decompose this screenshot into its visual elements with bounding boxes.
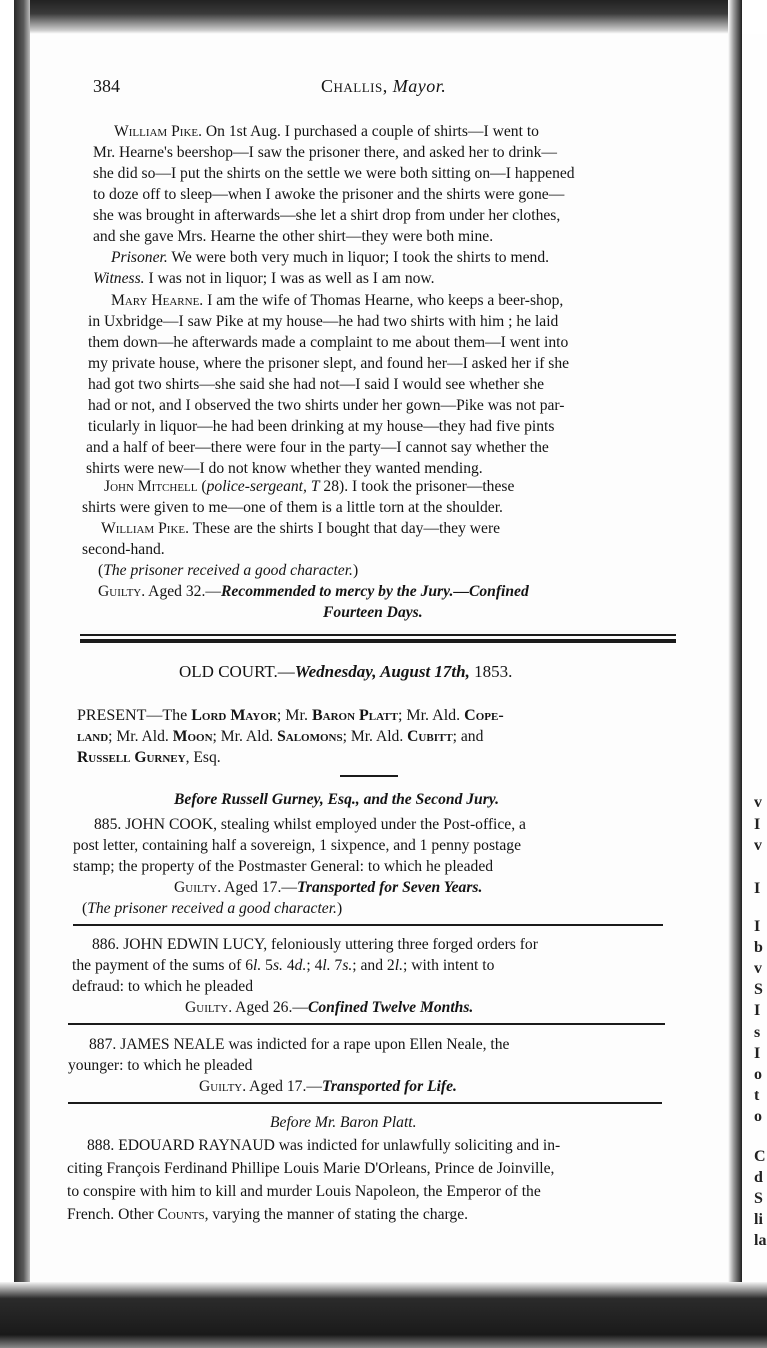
margin-letter: S [754, 981, 763, 998]
before-line: Before Russell Gurney, Esq., and the Second Jury. [174, 791, 500, 808]
next-page-strip [742, 34, 767, 1282]
speaker-name: Mary Hearne. [111, 292, 204, 309]
case-887-line: 887. JAMES NEALE was indicted for a rape upon Ellen Neale, the [89, 1036, 510, 1053]
testimony-line: Prisoner. We were both very much in liquor; I took the shirts to mend. [111, 249, 550, 266]
margin-letter: s [754, 1024, 761, 1041]
margin-letter: o [754, 1066, 762, 1083]
margin-letter: I [754, 1045, 761, 1062]
present-line: Russell Gurney, Esq. [77, 749, 221, 766]
case-885-line: 885. JOHN COOK, stealing whilst employed under the Post-office, a [94, 816, 526, 833]
testimony-line: had or not, and I observed the two shirts under her gown—Pike was not par- [88, 397, 565, 414]
margin-letter: v [754, 794, 762, 811]
margin-letter: C [754, 1148, 766, 1165]
margin-letter: S [754, 1190, 763, 1207]
character-note: (The prisoner received a good character.) [82, 900, 343, 917]
scan-top-edge [14, 0, 734, 34]
page-gutter [728, 0, 742, 1300]
margin-letter: t [754, 1087, 760, 1104]
page-number: 384 [93, 76, 120, 96]
testimony-line: ticularly in liquor—he had been drinking at my house—they had five pints [88, 418, 555, 435]
scan-left-edge [14, 0, 30, 1300]
testimony-line: John Mitchell (police-sergeant, T 28). I took the prisoner—these [104, 478, 515, 495]
margin-letter: v [754, 960, 762, 977]
case-divider [73, 924, 663, 926]
testimony-line: shirts were new—I do not know whether they wanted mending. [86, 460, 483, 477]
short-rule [340, 775, 398, 777]
running-head: Challis, Mayor. [321, 76, 447, 96]
testimony-line: William Pike. On 1st Aug. I purchased a couple of shirts—I went to [114, 123, 539, 140]
case-888-line: 888. EDOUARD RAYNAUD was indicted for unlawfully soliciting and in- [87, 1137, 561, 1154]
case-887-line: younger: to which he pleaded [68, 1057, 253, 1074]
verdict-line: Fourteen Days. [323, 604, 423, 621]
testimony-line: and a half of beer—there were four in the party—I cannot say whether the [86, 439, 549, 456]
case-885-line: stamp; the property of the Postmaster General: to which he pleaded [73, 858, 494, 875]
character-note: (The prisoner received a good character.) [98, 562, 359, 579]
margin-letter: d [754, 1169, 763, 1186]
speaker-name: William Pike. [101, 520, 190, 537]
testimony-line: to doze off to sleep—when I awoke the prisoner and the shirts were gone— [93, 186, 565, 203]
case-888-line: to conspire with him to kill and murder Louis Napoleon, the Emperor of the [67, 1183, 541, 1200]
verdict-line: Guilty. Aged 26.—Confined Twelve Months. [185, 999, 474, 1016]
speaker-name: William Pike. [114, 123, 203, 140]
testimony-line: and she gave Mrs. Hearne the other shirt—they were both mine. [93, 228, 494, 245]
scan-bottom-edge [0, 1282, 767, 1348]
verdict-line: Guilty. Aged 17.—Transported for Seven Years. [174, 879, 483, 896]
margin-letter: I [754, 1002, 761, 1019]
speaker-name: John Mitchell [104, 478, 198, 495]
margin-letter: la [754, 1232, 767, 1249]
case-886-line: 886. JOHN EDWIN LUCY, feloniously uttering three forged orders for [92, 936, 538, 953]
testimony-line: them down—he afterwards made a complaint to me about them—I went into [88, 334, 569, 351]
testimony-line: had got two shirts—she said she had not—I said I would see whether she [88, 376, 545, 393]
testimony-line: she was brought in afterwards—she let a shirt drop from under her clothes, [93, 207, 561, 224]
case-886-line: the payment of the sums of 6l. 5s. 4d.; 4l. 7s.; and 2l.; with intent to [72, 957, 495, 974]
section-divider-top [80, 634, 676, 636]
margin-letter: v [754, 837, 762, 854]
margin-letter: I [754, 816, 761, 833]
present-line: PRESENT—The Lord Mayor; Mr. Baron Platt; Mr. Ald. Cope- [77, 707, 504, 724]
verdict-line: Guilty. Aged 17.—Transported for Life. [199, 1078, 457, 1095]
testimony-line: Mr. Hearne's beershop—I saw the prisoner there, and asked her to drink— [93, 144, 557, 161]
testimony-line: second-hand. [82, 541, 165, 558]
margin-letter: li [754, 1211, 763, 1228]
case-886-line: defraud: to which he pleaded [72, 978, 253, 995]
testimony-line: Mary Hearne. I am the wife of Thomas Hearne, who keeps a beer-shop, [111, 292, 564, 309]
before-line: Before Mr. Baron Platt. [270, 1114, 417, 1131]
testimony-line: Witness. I was not in liquor; I was as well as I am now. [93, 270, 435, 287]
case-divider [68, 1023, 665, 1025]
testimony-line: in Uxbridge—I saw Pike at my house—he had two shirts with him ; he laid [88, 313, 559, 330]
testimony-line: shirts were given to me—one of them is a little torn at the shoulder. [82, 499, 503, 516]
margin-letter: I [754, 918, 761, 935]
margin-letter: I [754, 880, 761, 897]
case-885-line: post letter, containing half a sovereign, 1 sixpence, and 1 penny postage [73, 837, 522, 854]
margin-letter: b [754, 939, 763, 956]
section-divider-bottom [80, 639, 676, 643]
case-888-line: French. Other Counts, varying the manner of stating the charge. [67, 1206, 469, 1223]
margin-letter: o [754, 1108, 762, 1125]
session-heading: OLD COURT.—Wednesday, August 17th, 1853. [179, 662, 513, 681]
verdict-line: Guilty. Aged 32.—Recommended to mercy by the Jury.—Confined [98, 583, 529, 600]
testimony-line: William Pike. These are the shirts I bought that day—they were [101, 520, 501, 537]
case-888-line: citing François Ferdinand Phillipe Louis Marie D'Orleans, Prince de Joinville, [67, 1160, 555, 1177]
present-line: land; Mr. Ald. Moon; Mr. Ald. Salomons; Mr. Ald. Cubitt; and [77, 728, 484, 745]
case-divider [68, 1102, 662, 1104]
testimony-line: my private house, where the prisoner slept, and found her—I asked her if she [88, 355, 570, 372]
testimony-line: she did so—I put the shirts on the settle we were both sitting on—I happened [93, 165, 575, 182]
